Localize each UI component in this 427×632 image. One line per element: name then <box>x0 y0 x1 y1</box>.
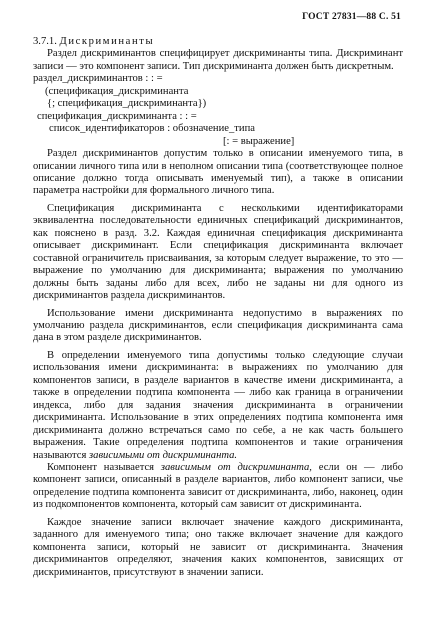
syntax-line: раздел_дискриминантов : : = <box>33 73 163 85</box>
paragraph-type-definition <box>33 350 403 462</box>
syntax-line: список_идентификаторов : обозначение_типа <box>49 123 255 135</box>
section-title: Дискриминанты <box>59 36 155 47</box>
page-content <box>33 36 403 579</box>
paragraph-default-expression: Использование имени дискриминанта недопустимо в выражениях по умолчанию раздела дискриминантов, если спецификация дискриминанта сама дана в этом разделе дискриминантов. <box>33 307 403 344</box>
paragraph-specification: Спецификация дискриминанта с несколькими идентификаторами эквивалентна последовательности единичных спецификаций дискриминантов, как пояснено в разд. 3.2. Каждая единичная спецификация дискриминанта описывает дискриминант. Если спецификация дискриминанта включает составной ограничитель присваивания, за которым следует выражение, то это — выражение по умолчанию для дискриминанта; выражения по умолчанию должны быть заданы либо для всех, либо не заданы ни для одного из дискриминантов раздела дискриминантов. <box>33 202 403 302</box>
paragraph-text: В определении именуемого типа допустимы только следующие случаи использования имени дискриминанта: в выражениях по умолчанию для компонентов записи, в разделе вариантов в качестве имени дискриминанта, а также в определении подтипа компонента — либо как граница в ограничении индекса, либо для задания значения дискриминанта в ограничении дискриминанта. Использование в этих определениях подтипа компонента имя дискриминанта должно встречаться само по себе, а не как часть большего выражения. Такие определения подтипа компонентов и такие ограничения называются <box>33 349 403 461</box>
paragraph-text: если он — либо компонент записи, описанный в разделе вариантов, либо компонент записи, чье определение подтипа компонента зависит от дискриминанта, либо, наконец, один из подкомпонентов компонента, который сам зависит от дискриминанта. <box>33 461 404 511</box>
paragraph-dependent-component <box>33 462 403 512</box>
paragraph-intro: Раздел дискриминантов специфицирует дискриминанты типа. Дискриминант записи — это компонент записи. Тип дискриминанта должен быть дискретным. <box>33 48 403 72</box>
syntax-line: {; спецификация_дискриминанта}) <box>47 98 207 110</box>
syntax-line: спецификация_дискриминанта : : = <box>37 110 197 122</box>
paragraph-record-value: Каждое значение записи включает значение каждого дискриминанта, заданного для именуемого типа; оно также включает значение для каждого компонента записи, который не зависит от дискриминанта. Значения дискриминантов определяют, значения каких компонентов, зависящих от дискриминантов, присутствуют в значении записи. <box>33 516 403 578</box>
syntax-line: [: = выражение] <box>223 135 295 147</box>
syntax-block <box>33 73 403 148</box>
page-header: ГОСТ 27831—88 С. 51 <box>302 12 401 22</box>
paragraph-text: Компонент называется <box>47 461 155 473</box>
syntax-line: (спецификация_дискриминанта <box>45 85 189 97</box>
section-number: 3.7.1. <box>33 36 57 47</box>
emphasis-term: зависимыми от дискриминанта. <box>89 449 238 461</box>
emphasis-term: зависимым от дискриминанта, <box>160 461 312 473</box>
section-heading <box>33 36 403 48</box>
paragraph-usage: Раздел дискриминантов допустим только в описании именуемого типа, в описании личного типа или в неполном описании типа (соответствующее полное описание должно тогда описывать именуемый тип), а также в описании параметра настройки для формального личного типа. <box>33 148 403 197</box>
